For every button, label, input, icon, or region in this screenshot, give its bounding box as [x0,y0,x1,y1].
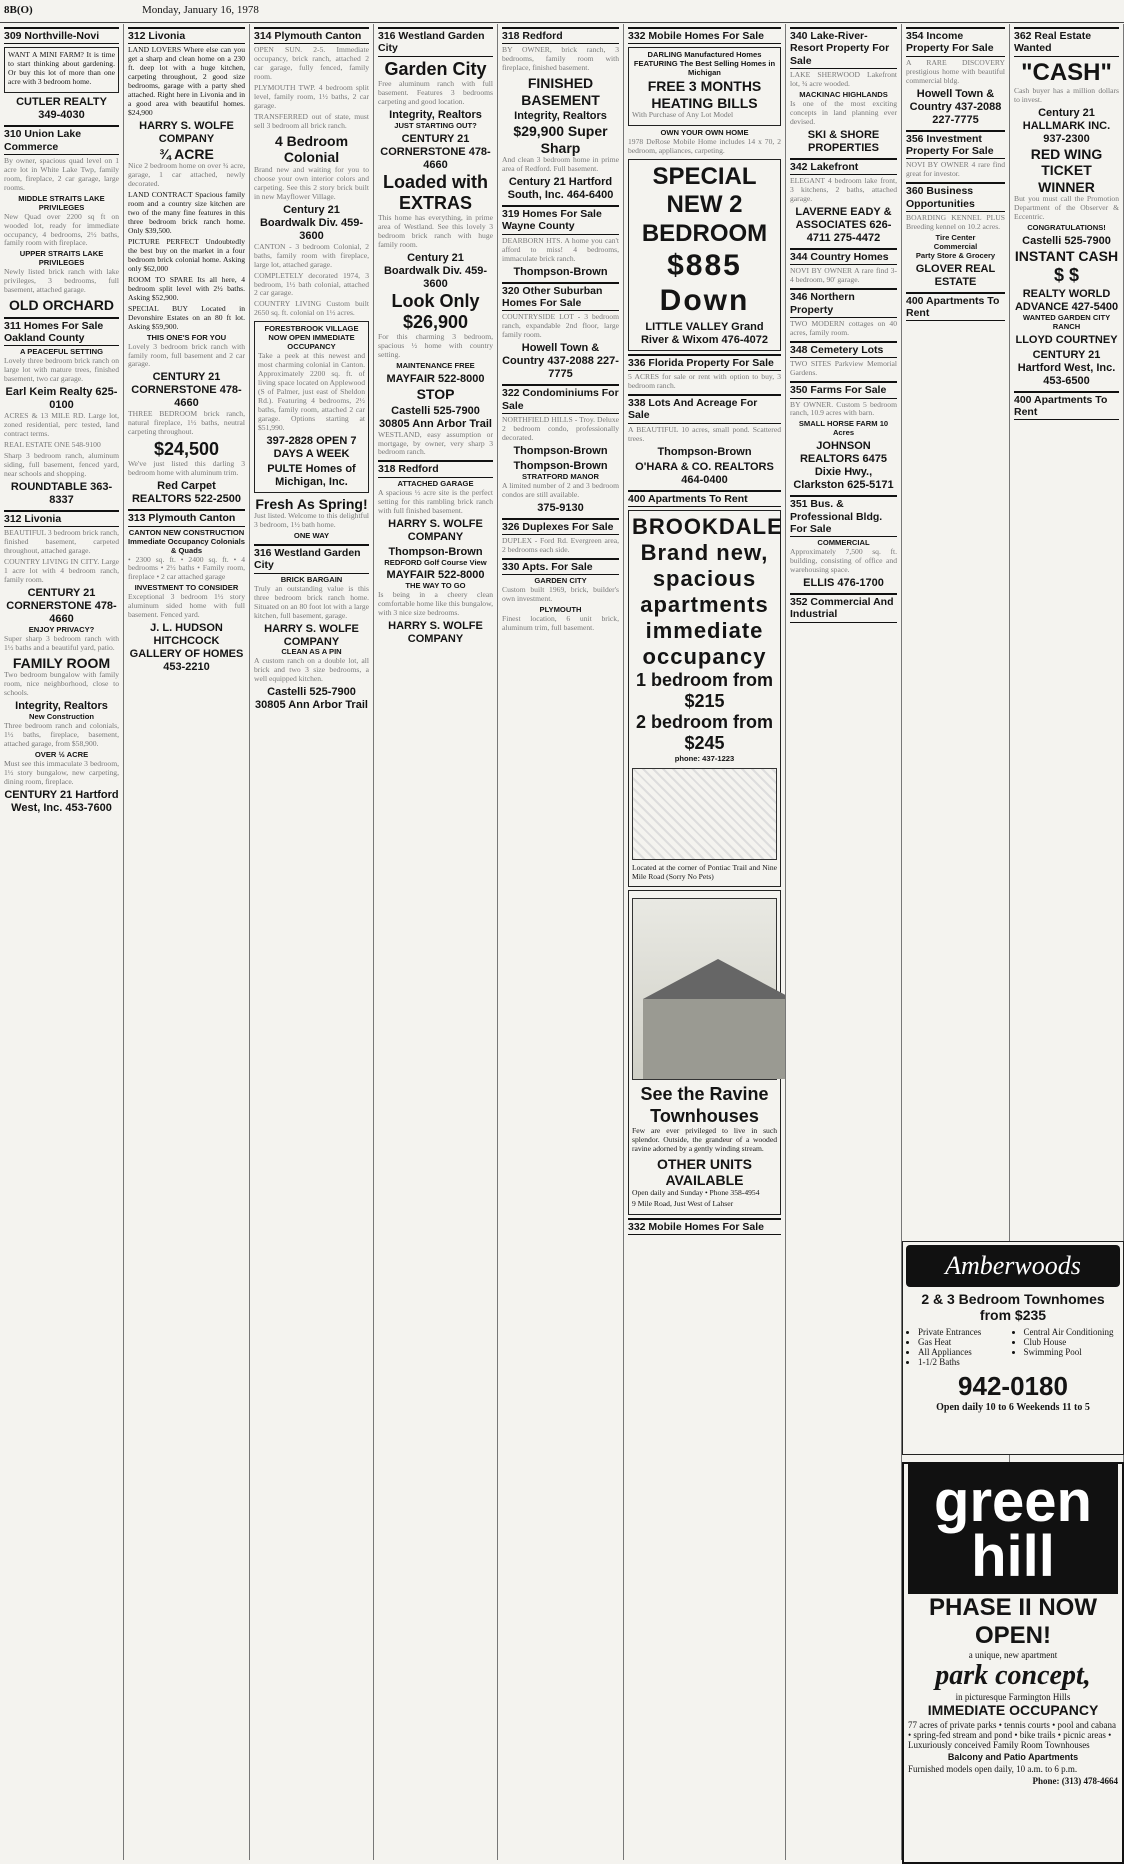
column-7 [786,24,902,1860]
ad-headline: Party Store & Grocery [915,250,996,260]
classified-ad: GARDEN CITY Custom built 1969, brick, builder's own investment. PLYMOUTH Finest location, 6 unit brick, aluminum trim, full basement. [502,576,619,632]
ad-text: WANT A MINI FARM? It is time to start thinking about gardening. Or buy this lot of more than one acre with 3 bedroom home. [8,50,115,87]
advertiser-name: GLOVER REAL ESTATE [915,262,996,288]
ad-headline: CONGRATULATIONS! [1027,223,1106,233]
green-hill-logo: green hill [908,1464,1118,1594]
ad-text: LAND CONTRACT Spacious family room and a country size kitchen are two of the many fine features in this three bedroom brick ranch home. Only $39,500. [128,190,245,236]
ad-headline: ¾ ACRE [159,145,214,162]
ad-headline: CANTON NEW CONSTRUCTION Immediate Occupancy Colonials & Quads [128,527,245,555]
classified-ad: Fresh As Spring! Just listed. Welcome to this delightful 3 bedroom, 1½ bath home. ONE WAY [254,495,369,541]
ad-headline: See the Ravine Townhouses [640,1084,769,1126]
ad-headline: UPPER STRAITS LAKE PRIVILEGES [19,249,104,268]
ad-headline: BRICK BARGAIN [280,574,343,584]
section-heading: 313 Plymouth Canton [128,509,245,526]
advertiser-name: REALTY WORLD ADVANCE 427-5400 [1014,287,1119,313]
amenity: • Gas Heat [918,1337,1015,1347]
advertiser-name: HARRY S. WOLFE COMPANY [388,620,483,646]
advertiser-name: MAYFAIR 522-8000 [386,373,485,386]
ad-text: ROOM TO SPARE Its all here, 4 bedroom split level with 2½ baths. Asking $52,900. [128,274,245,302]
ad-headline: New Construction [29,712,94,721]
ad-headline: PLYMOUTH [539,605,582,615]
advertiser-name: CENTURY 21 Hartford West, Inc. 453-7600 [4,788,119,814]
advertiser-name: J. L. HUDSON HITCHCOCK GALLERY OF HOMES 453-2210 [129,622,244,674]
section-heading: 318 Redford [378,460,493,477]
section-heading: 310 Union Lake Commerce [4,125,119,155]
section-heading: 338 Lots And Acreage For Sale [628,394,781,424]
classified-ad [4,47,119,93]
section-heading: 318 Redford [502,27,619,44]
classified-ad: BY OWNER. Custom 5 bedroom ranch, 10.9 acres with barn. SMALL HORSE FARM 10 Acres JOHNSON REALTORS 6475 Dixie Hwy., Clarkston 625-5171 [790,399,897,492]
ad-headline: SPECIAL NEW 2 BEDROOM [641,163,768,247]
section-heading: 344 Country Homes [790,248,897,265]
amenity: • Private Entrances [918,1327,1015,1337]
ad-headline: A PEACEFUL SETTING [19,347,104,357]
advertiser-name: ROUNDTABLE 363-8337 [10,480,113,506]
ad-headline: "CASH" [1021,58,1112,86]
house-roof [643,959,786,999]
ad-headline: OVER ½ ACRE [34,749,89,759]
section-heading: 340 Lake-River-Resort Property For Sale [790,27,897,69]
classified-ad: 5 ACRES for sale or rent with option to buy, 3 bedroom ranch. [628,372,781,391]
ad-headline: WANTED GARDEN CITY RANCH [1022,312,1111,331]
advertiser-name: Howell Town & Country 437-2088 227-7775 [909,87,1002,126]
ad-headline: STRATFORD MANOR [521,471,600,481]
ad-headline: ATTACHED GARAGE [397,478,474,488]
ad-headline: INSTANT CASH [1014,248,1119,265]
section-heading: 312 Livonia [128,27,245,44]
advertiser-name: Castelli 525-7900 [1022,235,1111,248]
classified-ad: LAND LOVERS Where else can you get a sharp and clean home on a 230 ft. deep lot with a huge kitchen, carpeting throughout, 2 good size bedrooms, garage with a party shed attached. Right here in Livonia and in a good area with beautiful homes. $24,900 HARRY S. WOLFE COMPANY ¾ ACRE Nice 2 bedroom home on over ¾ acre, garage, 1 car attached, newly decorated. LAND CONTRACT Spacious family room and a country size kitchen are two of the many fine features in this three bedroom brick ranch home. Only $39,500. PICTURE PERFECT Undoubtedly the best buy on the market in a four bedroom brick colonial home. Asking only $62,000 ROOM TO SPARE Its all here, 4 bedroom split level with 2½ baths. Asking $52,900. SPECIAL BUY Located in Devonshire Estates on an 80 ft lot. Asking $59,900. THIS ONE'S FOR YOU Lovely 3 bedroom brick ranch with family room, full basement and 2 car garage. CENTURY 21 CORNERSTONE 478-4660 THREE BEDROOM brick ranch, natural fireplace, 1½ baths, neutral carpeting throughout. $24,500 We've just listed this darling 3 bedroom home with aluminum trim. Red Carpet REALTORS 522-2500 [128,45,245,506]
ad-text: Open daily and Sunday • Phone 358-4954 [632,1187,760,1197]
advertiser-name: Century 21 Hartford South, Inc. 464-6400 [507,176,614,202]
ad-headline: $29,900 Super Sharp [513,123,608,156]
amenity: • Central Air Conditioning [1024,1327,1121,1337]
ad-headline: park concept, [935,1660,1091,1692]
advertiser-name: Integrity, Realtors [514,110,607,123]
ad-phone: 942-0180 [958,1371,1068,1401]
section-heading: 348 Cemetery Lots [790,341,897,358]
ad-headline: Amberwoods [906,1245,1120,1287]
advertiser-name: LAVERNE EADY & ASSOCIATES 626-4711 275-4472 [795,206,892,244]
advertiser-name: 397-2828 OPEN 7 DAYS A WEEK [266,434,357,460]
advertiser-name: JOHNSON REALTORS 6475 Dixie Hwy., Clarkston 625-5171 [793,440,894,492]
classified-ad: COMMERCIAL Approximately 7,500 sq. ft. building, consisting of office and warehousing space. ELLIS 476-1700 [790,538,897,590]
ad-headline: MAINTENANCE FREE [396,361,475,371]
column-6 [624,24,786,1860]
ad-text: LAND LOVERS Where else can you get a sharp and clean home on a 230 ft. deep lot with a huge kitchen, carpeting throughout, 2 good size bedrooms, garage with a party shed attached. Right here in Livonia and in a good area with beautiful homes. $24,900 [128,45,245,118]
section-heading: 346 Northern Property [790,288,897,318]
amenity: • Club House [1024,1337,1121,1347]
ad-headline: Tire Center [935,232,976,242]
amenity: • Swimming Pool [1024,1347,1121,1357]
ad-text: PICTURE PERFECT Undoubtedly the best buy on the market in a four bedroom brick colonial home. Asking only $62,000 [128,237,245,273]
ad-headline: BROOKDALE Brand new, spacious apartments immediate occupancy [632,513,783,669]
advertiser-name: LLOYD COURTNEY [1015,333,1118,346]
advertiser-name: SKI & SHORE PROPERTIES [807,128,880,154]
section-heading: 311 Homes For Sale Oakland County [4,317,119,347]
ad-headline: $ $ [1053,264,1080,285]
ad-headline: FAMILY ROOM [12,654,111,671]
section-heading: 322 Condominiums For Sale [502,384,619,414]
section-heading: 316 Westland Garden City [254,544,369,574]
classified-ad: TWO MODERN cottages on 40 acres, family room. [790,318,897,337]
ad-text: Open daily 10 to 6 Weekends 11 to 5 [936,1402,1090,1413]
advertiser-name: HARRY S. WOLFE COMPANY [264,622,359,648]
classified-ad: BOARDING KENNEL PLUS Breeding kennel on 10.2 acres. Tire Center Commercial Party Store & Grocery GLOVER REAL ESTATE [906,212,1005,288]
advertiser-name: Integrity, Realtors [389,108,482,121]
classified-ad: ELEGANT 4 bedroom lake front, 3 kitchens, 2 baths, attached garage. LAVERNE EADY & ASSOCIATES 626-4711 275-4472 [790,176,897,244]
section-heading: 352 Commercial And Industrial [790,593,897,623]
classified-ad: NORTHFIELD HILLS - Troy. Deluxe 2 bedroom condo, professionally decorated. Thompson-Brown Thompson-Brown STRATFORD MANOR A limited number of 2 and 3 bedroom condos are still available. 375-9130 [502,414,619,514]
page-header [0,0,1124,23]
ad-headline: Loaded with EXTRAS [383,171,488,213]
section-heading: 354 Income Property For Sale [906,27,1005,57]
column-5 [498,24,624,1860]
advertiser-name: ELLIS 476-1700 [803,577,884,590]
ad-headline: DARLING Manufactured Homes FEATURING The Best Selling Homes in Michigan [633,50,776,78]
section-heading: 320 Other Suburban Homes For Sale [502,282,619,312]
ad-headline: GARDEN CITY [534,576,587,586]
advertiser-name: CENTURY 21 CORNERSTONE 478-4660 [131,371,242,410]
ad-text: 9 Mile Road, Just West of Lahser [632,1198,734,1208]
ad-headline: $24,500 [153,439,220,460]
ad-headline: RED WING TICKET WINNER [1030,145,1103,195]
advertiser-name: CUTLER REALTY 349-4030 [16,96,107,122]
ad-text: in picturesque Farmington Hills [955,1692,1071,1703]
advertiser-name: CENTURY 21 CORNERSTONE 478-4660 [380,132,491,171]
classified-ad: ATTACHED GARAGE A spacious ½ acre site is the perfect setting for this rambling brick ranch with full finished basement. HARRY S. WOLFE COMPANY Thompson-Brown REDFORD Golf Course View MAYFAIR 522-8000 THE WAY TO GO Is being in a cheery clean comfortable home like this bungalow, with 3 nice size bedrooms. HARRY S. WOLFE COMPANY [378,478,493,646]
section-heading: 309 Northville-Novi [4,27,119,44]
advertiser-name: Integrity, Realtors [15,700,108,713]
column-3 [250,24,374,1860]
advertiser-name: Thompson-Brown [513,459,608,472]
advertiser-name: MAYFAIR 522-8000 [386,569,485,582]
advertiser-name: Thompson-Brown [513,265,608,278]
classified-ad [628,159,781,351]
house-shape [643,999,786,1079]
ad-text: a unique, new apartment [968,1650,1058,1661]
ad-phone: Phone: (313) 478-4664 [1032,1776,1118,1787]
classified-ad: A BEAUTIFUL 10 acres, small pond. Scattered trees. Thompson-Brown O'HARA & CO. REALTORS 464-0400 [628,424,781,486]
location-map [632,768,777,860]
advertiser-name: Earl Keim Realty 625-0100 [5,386,118,412]
section-heading: 362 Real Estate Wanted [1014,27,1119,57]
section-heading: 400 Apartments To Rent [1014,391,1119,421]
section-heading: 342 Lakefront [790,158,897,175]
advertiser-name: HARRY S. WOLFE COMPANY [388,517,483,543]
ad-headline: IMMEDIATE OCCUPANCY [927,1702,1099,1719]
ad-headline: OLD ORCHARD [9,297,114,314]
classified-ad: "CASH" Cash buyer has a million dollars to invest. Century 21 HALLMARK INC. 937-2300 RED WING TICKET WINNER But you must call the Promotion Department of the Observer & Eccentric. CONGRATULATIONS! Castelli 525-7900 INSTANT CASH $ $ REALTY WORLD ADVANCE 427-5400 WANTED GARDEN CITY RANCH LLOYD COURTNEY CENTURY 21 Hartford West, Inc. 453-6500 [1014,58,1119,387]
advertiser-name: HARRY S. WOLFE COMPANY [139,120,234,145]
column-1 [0,24,124,1860]
advertiser-name: CENTURY 21 Hartford West, Inc. 453-6500 [1017,348,1116,387]
classified-ad: DARLING Manufactured Homes FEATURING The Best Selling Homes in Michigan FREE 3 MONTHS HEATING BILLS With Purchase of Any Lot Model [628,47,781,126]
section-heading: 314 Plymouth Canton [254,27,369,44]
ad-headline: THIS ONE'S FOR YOU [146,332,227,342]
ad-headline: FORESTBROOK VILLAGE NOW OPEN IMMEDIATE OCCUPANCY [264,324,359,352]
classified-ad: A RARE DISCOVERY prestigious home with beautiful commercial bldg. Howell Town & Country 437-2088 227-7775 [906,57,1005,126]
section-heading: 312 Livonia [4,510,119,527]
ad-headline: INVESTMENT TO CONSIDER [134,583,239,593]
classified-ad: A PEACEFUL SETTING Lovely three bedroom brick ranch on large lot with mature trees, finished basement, two car garage. Earl Keim Realty 625-0100 ACRES & 13 MILE RD. Large lot, zoned residential, perc tested, land contract terms. REAL ESTATE ONE 548-9100 Sharp 3 bedroom ranch, aluminum siding, full basement, fenced yard, near schools and shopping. ROUNDTABLE 363-8337 [4,347,119,506]
ad-text: Located at the corner of Pontiac Trail and Nine Mile Road (Sorry No Pets) [632,862,777,881]
ad-price: 2 bedroom from $245 [635,712,773,754]
section-heading: 400 Apartments To Rent [628,490,781,507]
page-date: Monday, January 16, 1978 [142,4,259,16]
ad-headline: FINISHED BASEMENT [521,75,600,108]
ad-headline: Balcony and Patio Apartments [947,1752,1079,1763]
ad-headline: FREE 3 MONTHS HEATING BILLS [647,78,762,111]
ad-headline: STOP [416,386,455,403]
ad-headline: SMALL HORSE FARM 10 Acres [798,419,889,438]
classified-ad: Garden City Free aluminum ranch with full basement. Features 3 bedrooms carpeting and good location. Integrity, Realtors JUST STARTING OUT? CENTURY 21 CORNERSTONE 478-4660 Loaded with EXTRAS This home has everything, in prime area of Westland. See this lovely 3 bedroom brick ranch with huge family room. Century 21 Boardwalk Div. 459-3600 Look Only $26,900 For this charming 3 bedroom, spacious ½ home with country setting. MAINTENANCE FREE MAYFAIR 522-8000 STOP Castelli 525-7900 30805 Ann Arbor Trail WESTLAND, easy assumption or mortgage, by owner, very sharp 3 bedroom ranch. [378,58,493,457]
advertiser-name: Thompson-Brown [657,445,752,458]
amenity: • 1-1/2 Baths [918,1357,1015,1367]
advertiser-name: LITTLE VALLEY Grand River & Wixom 476-4072 [640,320,769,346]
brookdale-ad [628,510,781,888]
ad-headline: Look Only $26,900 [391,290,480,333]
ad-headline: ONE WAY [293,531,330,541]
ad-headline: COMMERCIAL [817,538,870,548]
advertiser-name: Howell Town & Country 437-2088 227-7775 [502,342,619,381]
classified-ad: NOVI BY OWNER 4 rare find great for investor. [906,160,1005,179]
ad-headline: ENJOY PRIVACY? [28,624,95,634]
page-number: 8B(O) [4,4,33,16]
ad-headline: PHASE II NOW OPEN! [928,1594,1097,1650]
advertiser-name: Century 21 Boardwalk Div. 459-3600 [383,251,488,290]
section-heading: 336 Florida Property For Sale [628,354,781,371]
ad-headline: REDFORD Golf Course View [384,557,487,567]
advertiser-name: Red Carpet REALTORS 522-2500 [131,480,242,506]
classified-ad: BY OWNER, brick ranch, 3 bedrooms, family room with fireplace, finished basement. FINISHED BASEMENT Integrity, Realtors $29,900 Super Sharp And clean 3 bedroom home in prime area of Redford. Full basement. Century 21 Hartford South, Inc. 464-6400 [502,45,619,202]
section-heading: 400 Apartments To Rent [906,292,1005,322]
amenity: • All Appliances [918,1347,1015,1357]
advertiser-name: O'HARA & CO. REALTORS 464-0400 [635,460,774,486]
section-heading: 330 Apts. For Sale [502,558,619,575]
ad-headline: JUST STARTING OUT? [394,120,477,130]
advertiser-name: Castelli 525-7900 30805 Ann Arbor Trail [255,686,368,712]
ravine-illustration [632,898,777,1080]
advertiser-name: Century 21 Boardwalk Div. 459-3600 [259,203,364,242]
advertiser-name: Century 21 HALLMARK INC. 937-2300 [1022,106,1111,145]
ad-headline: CLEAN AS A PIN [281,647,342,657]
classified-ad: DEARBORN HTS. A home you can't afford to miss! 4 bedrooms, immaculate brick ranch. Thompson-Brown [502,235,619,278]
advertiser-name: 375-9130 [537,501,584,514]
ad-headline: 4 Bedroom Colonial [274,132,349,166]
ad-headline: THE WAY TO GO [405,581,466,591]
advertiser-name: Thompson-Brown [388,545,483,558]
ad-price: 1 bedroom from $215 [635,669,773,711]
ad-headline: MIDDLE STRAITS LAKE PRIVILEGES [18,193,105,212]
section-heading: 332 Mobile Homes For Sale [628,1218,781,1235]
classified-ad: NOVI BY OWNER A rare find 3-4 bedroom, 90' garage. [790,266,897,285]
green-hill-ad [902,1462,1124,1864]
ad-text: SPECIAL BUY Located in Devonshire Estates on an 80 ft lot. Asking $59,900. [128,303,245,331]
amenity-list [906,1327,1120,1367]
section-heading: 350 Farms For Sale [790,381,897,398]
column-2 [124,24,250,1860]
ad-headline: MACKINAC HIGHLANDS [799,90,888,100]
classified-ad: TWO SITES Parkview Memorial Gardens. [790,359,897,378]
ad-price: $885 Down [659,249,750,318]
section-heading: 326 Duplexes For Sale [502,518,619,535]
ad-text: Few are ever privileged to live in such splendor. Outside, the grandeur of a wooded ravine adorned by a gently winding stream. [632,1125,777,1153]
ad-headline: 2 & 3 Bedroom Townhomes from $235 [921,1291,1105,1323]
advertiser-name: PULTE Homes of Michigan, Inc. [267,462,356,488]
classified-ad: By owner, spacious quad level on 1 acre lot in White Lake Twp, family room, fireplace, 2 car garage, large rooms. MIDDLE STRAITS LAKE PRIVILEGES New Quad over 2200 sq ft on wooded lot, ready for immediate occupancy, 4 bedrooms, 2½ baths, family room with fireplace. UPPER STRAITS LAKE PRIVILEGES Newly listed brick ranch with lake privileges, 3 bedrooms, full basement, attached garage. OLD ORCHARD [4,155,119,314]
section-heading: 319 Homes For Sale Wayne County [502,205,619,235]
section-heading: 360 Business Opportunities [906,182,1005,212]
ad-headline: OWN YOUR OWN HOME [660,128,749,138]
classified-ad: DUPLEX - Ford Rd. Evergreen area, 2 bedrooms each side. [502,535,619,554]
classified-ad: FORESTBROOK VILLAGE NOW OPEN IMMEDIATE OCCUPANCY Take a peek at this newest and most charming colonial in Canton. Approximately 2200 sq. ft. of living space located on Applewood (S of Palmer, just east of Sheldon Rd.). Featuring 4 bedrooms, 2½ baths, family room, attached 2 car garage. Options starting at $51,990. 397-2828 OPEN 7 DAYS A WEEK PULTE Homes of Michigan, Inc. [254,321,369,492]
advertiser-name: Thompson-Brown [513,444,608,457]
ad-headline: Garden City [384,58,487,79]
ad-phone: phone: 437-1223 [674,753,735,763]
ad-headline: OTHER UNITS AVAILABLE [657,1155,752,1189]
advertiser-name: Castelli 525-7900 30805 Ann Arbor Trail [379,404,492,430]
classified-ad: OPEN SUN. 2-5. Immediate occupancy, brick ranch, attached 2 car garage, fully fenced, family room. PLYMOUTH TWP. 4 bedroom split level, family room, 1½ baths, 2 car garage. TRANSFERRED out of state, must sell 3 bedroom all brick ranch. 4 Bedroom Colonial Brand new and waiting for you to choose your own interior colors and carpeting. See this 2 story brick built in new Mayflower Village. Century 21 Boardwalk Div. 459-3600 CANTON - 3 bedroom Colonial, 2 baths, family room with fireplace, large lot, attached garage. COMPLETELY decorated 1974, 3 bedroom, 1½ bath colonial, attached 2 car garage. COUNTRY LIVING Custom built 2650 sq. ft. colonial on 1½ acres. [254,45,369,318]
section-heading: 356 Investment Property For Sale [906,130,1005,160]
ad-text: 77 acres of private parks • tennis courts • pool and cabana • spring-fed stream and pond • bike trails • picnic areas • Luxuriously conceived Family Room Townhouses [908,1720,1116,1751]
section-heading: 351 Bus. & Professional Bldg. For Sale [790,495,897,537]
column-4 [374,24,498,1860]
section-heading: 332 Mobile Homes For Sale [628,27,781,44]
amberwoods-ad [902,1241,1124,1455]
classified-ad: OWN YOUR OWN HOME 1978 DeRose Mobile Home includes 14 x 70, 2 bedroom, appliances, carpeting. [628,128,781,156]
ad-headline: Fresh As Spring! [255,495,368,512]
advertiser-name: CENTURY 21 CORNERSTONE 478-4660 [6,586,117,625]
ad-headline: Commercial [933,241,978,251]
classified-ad: COUNTRYSIDE LOT - 3 bedroom ranch, expandable 2nd floor, large family room. Howell Town & Country 437-2088 227-7775 [502,312,619,381]
classified-ad: CANTON NEW CONSTRUCTION Immediate Occupancy Colonials & Quads • 2300 sq. ft. • 2400 sq. ft. • 4 bedrooms • 2½ baths • Family room, fireplace • 2 car attached garage INVESTMENT TO CONSIDER Exceptional 3 bedroom 1½ story aluminum sided home with full basement. Fenced yard. J. L. HUDSON HITCHCOCK GALLERY OF HOMES 453-2210 [128,527,245,674]
classified-ad: BRICK BARGAIN Truly an outstanding value is this three bedroom brick ranch home. Situated on an 80 foot lot with a large kitchen, full basement, garage. HARRY S. WOLFE COMPANY CLEAN AS A PIN A custom ranch on a double lot, all brick and two 3 size bedrooms, a well equipped kitchen. Castelli 525-7900 30805 Ann Arbor Trail [254,574,369,712]
classified-ad: BEAUTIFUL 3 bedroom brick ranch, finished basement, carpeted throughout, attached garage. COUNTRY LIVING IN CITY. Large 1 acre lot with 4 bedroom ranch, family room. CENTURY 21 CORNERSTONE 478-4660 ENJOY PRIVACY? Super sharp 3 bedroom ranch with 1½ baths and a beautiful yard, patio. FAMILY ROOM Two bedroom bungalow with family room, nice neighborhood, close to schools. Integrity, Realtors New Construction Three bedroom ranch and colonials, 1½ baths, fireplace, basement, attached garage, from $58,900. OVER ½ ACRE Must see this immaculate 3 bedroom, 1½ story bungalow, new carpeting, dining room, fireplace. CENTURY 21 Hartford West, Inc. 453-7600 [4,528,119,814]
section-heading: 316 Westland Garden City [378,27,493,57]
classified-ad: LAKE SHERWOOD Lakefront lot, ¾ acre wooded. MACKINAC HIGHLANDS Is one of the most exciting concepts in land planning ever devised. SKI & SHORE PROPERTIES [790,70,897,154]
ad-text: Furnished models open daily, 10 a.m. to 6 p.m. [908,1764,1078,1775]
ravine-townhouses-ad [628,890,781,1214]
